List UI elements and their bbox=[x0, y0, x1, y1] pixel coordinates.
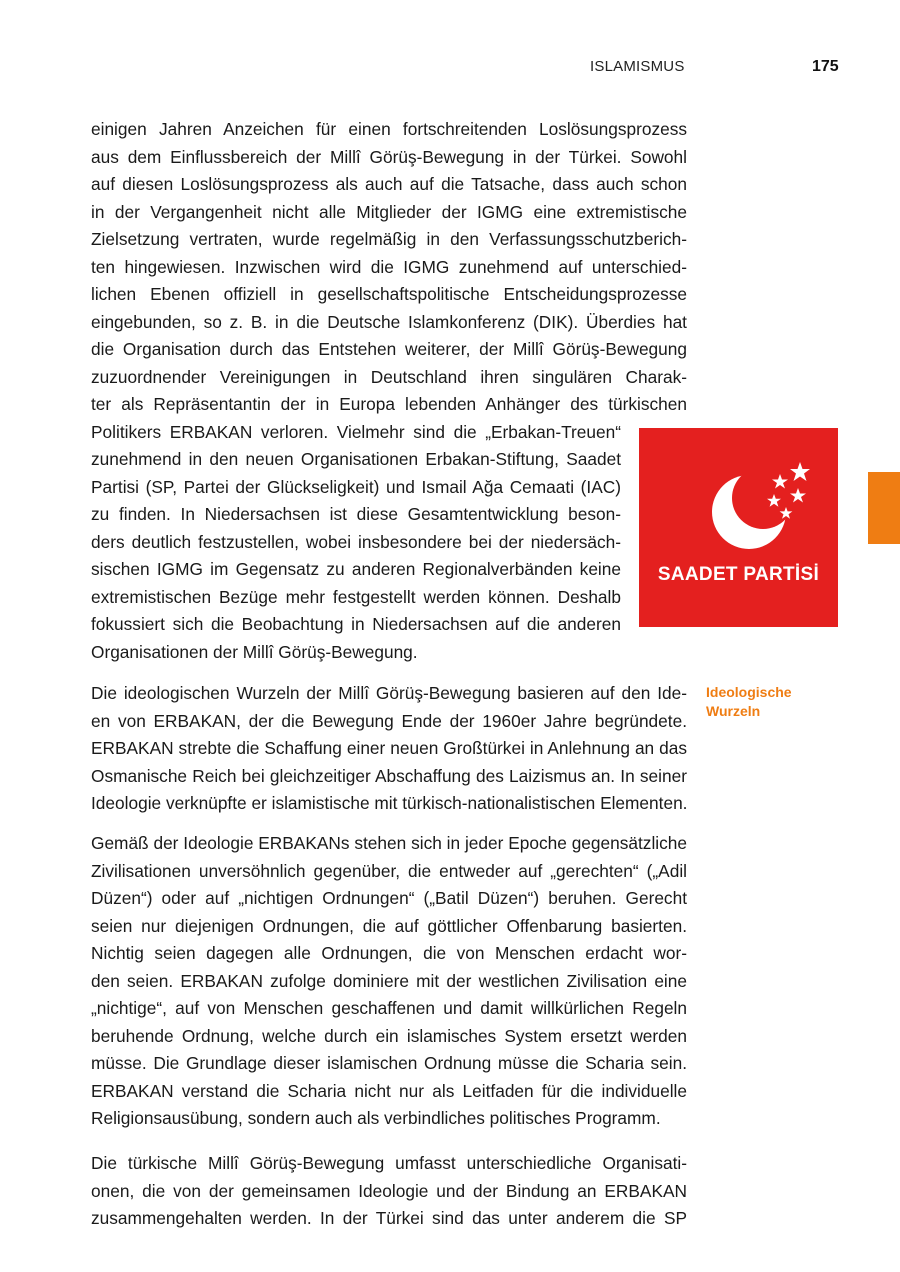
text-line: Die türkische Millî Görüş-Bewegung umfasst unterschiedliche Organisati- bbox=[91, 1153, 687, 1173]
text-line: Partisi (SP, Partei der Glückseligkeit) und Ismail Ağa Cemaati (IAC) bbox=[91, 476, 621, 497]
running-head: ISLAMISMUS bbox=[590, 58, 685, 75]
margin-note-line: Wurzeln bbox=[706, 703, 761, 719]
paragraph-4 bbox=[91, 1150, 687, 1233]
text-line: auf diesen Loslösungsprozess als auch auf die Tatsache, dass auch schon bbox=[91, 174, 687, 194]
text-line: müsse. Die Grundlage dieser islamischen Ordnung müsse die Scharia sein. bbox=[91, 1053, 687, 1073]
text-line: zusammengehalten werden. In der Türkei sind das unter anderem die SP bbox=[91, 1208, 687, 1228]
text-line: ERBAKAN verstand die Scharia nicht nur als Leitfaden für die individuelle bbox=[91, 1080, 687, 1101]
text-line: beruhende Ordnung, welche durch ein islamisches System ersetzt werden bbox=[91, 1025, 687, 1046]
text-line: sischen IGMG im Gegensatz zu anderen Regionalverbänden keine bbox=[91, 559, 621, 579]
text-line: lichen Ebenen offiziell in gesellschaftspolitische Entscheidungsprozesse bbox=[91, 284, 687, 304]
text-line: Zielsetzung vertraten, wurde regelmäßig in den Verfassungsschutzberich- bbox=[91, 229, 687, 249]
text-line: Osmanische Reich bei gleichzeitiger Abschaffung des Laizismus an. In seiner bbox=[91, 765, 687, 786]
paragraph-3 bbox=[91, 830, 687, 1133]
text-line: aus dem Einflussbereich der Millî Görüş-Bewegung in der Türkei. Sowohl bbox=[91, 146, 687, 167]
text-line: Organisationen der Millî Görüş-Bewegung. bbox=[91, 641, 418, 662]
text-line: die Organisation durch das Entstehen weiterer, der Millî Görüş-Bewegung bbox=[91, 339, 687, 359]
text-line: eingebunden, so z. B. in die Deutsche Islamkonferenz (DIK). Überdies hat bbox=[91, 311, 687, 332]
logo-text: SAADET PARTİSİ bbox=[657, 564, 820, 585]
text-line: fokussiert sich die Beobachtung in Niedersachsen auf die anderen bbox=[91, 614, 621, 634]
text-line: ders deutlich festzustellen, wobei insbesondere bei der niedersäch- bbox=[91, 531, 621, 552]
text-line: in der Vergangenheit nicht alle Mitglieder der IGMG eine extremistische bbox=[91, 201, 687, 222]
text-line: zunehmend in den neuen Organisationen Erbakan-Stiftung, Saadet bbox=[91, 449, 621, 469]
text-line: Ideologie verknüpfte er islamistische mit türkisch-nationalistischen Elementen. bbox=[91, 793, 688, 813]
text-line: en von ERBAKAN, der die Bewegung Ende der 1960er Jahre begründete. bbox=[91, 710, 687, 731]
text-line: Gemäß der Ideologie ERBAKANs stehen sich in jeder Epoche gegensätzliche bbox=[91, 833, 687, 853]
paragraph-2 bbox=[91, 680, 687, 818]
chapter-tab-marker bbox=[868, 472, 900, 544]
text-line: ter als Repräsentantin der in Europa lebenden Anhänger des türkischen bbox=[91, 394, 687, 414]
margin-note bbox=[706, 683, 792, 721]
text-line: Die ideologischen Wurzeln der Millî Görüş-Bewegung basieren auf den Ide- bbox=[91, 683, 687, 703]
margin-note-line: Ideologische bbox=[706, 684, 792, 700]
saadet-partisi-logo bbox=[639, 428, 838, 627]
text-line: Politikers ERBAKAN verloren. Vielmehr sind die „Erbakan-Treuen“ bbox=[91, 421, 621, 442]
text-line: Nichtig seien dagegen alle Ordnungen, die von Menschen erdacht wor- bbox=[91, 943, 687, 963]
text-line: zu finden. In Niedersachsen ist diese Gesamtentwicklung beson- bbox=[91, 504, 621, 524]
text-line: zuzuordnender Vereinigungen in Deutschland ihren singulären Charak- bbox=[91, 366, 687, 387]
text-line: einigen Jahren Anzeichen für einen fortschreitenden Loslösungsprozess bbox=[91, 119, 687, 139]
text-line: seien nur diejenigen Ordnungen, die auf göttlicher Offenbarung basierten. bbox=[91, 915, 687, 936]
text-line: ERBAKAN strebte die Schaffung einer neuen Großtürkei in Anlehnung an das bbox=[91, 738, 687, 758]
paragraph-1 bbox=[91, 116, 687, 666]
text-line: onen, die von der gemeinsamen Ideologie und der Bindung an ERBAKAN bbox=[91, 1180, 687, 1201]
text-line: Religionsausübung, sondern auch als verbindliches politisches Programm. bbox=[91, 1108, 661, 1128]
text-line: „nichtige“, auf von Menschen geschaffenen und damit willkürlichen Regeln bbox=[91, 998, 687, 1018]
text-line: ten hingewiesen. Inzwischen wird die IGMG zunehmend auf unterschied- bbox=[91, 256, 687, 277]
text-line: den seien. ERBAKAN zufolge dominiere mit der westlichen Zivilisation eine bbox=[91, 970, 687, 991]
text-line: Düzen“) oder auf „nichtigen Ordnungen“ („Batil Düzen“) beruhen. Gerecht bbox=[91, 888, 687, 908]
text-line: Zivilisationen unversöhnlich gegenüber, die entweder auf „gerechten“ („Adil bbox=[91, 860, 687, 881]
text-line: extremistischen Bezüge mehr festgestellt werden können. Deshalb bbox=[91, 586, 621, 607]
page-number: 175 bbox=[812, 58, 839, 75]
crescent-stars-icon bbox=[639, 428, 838, 627]
